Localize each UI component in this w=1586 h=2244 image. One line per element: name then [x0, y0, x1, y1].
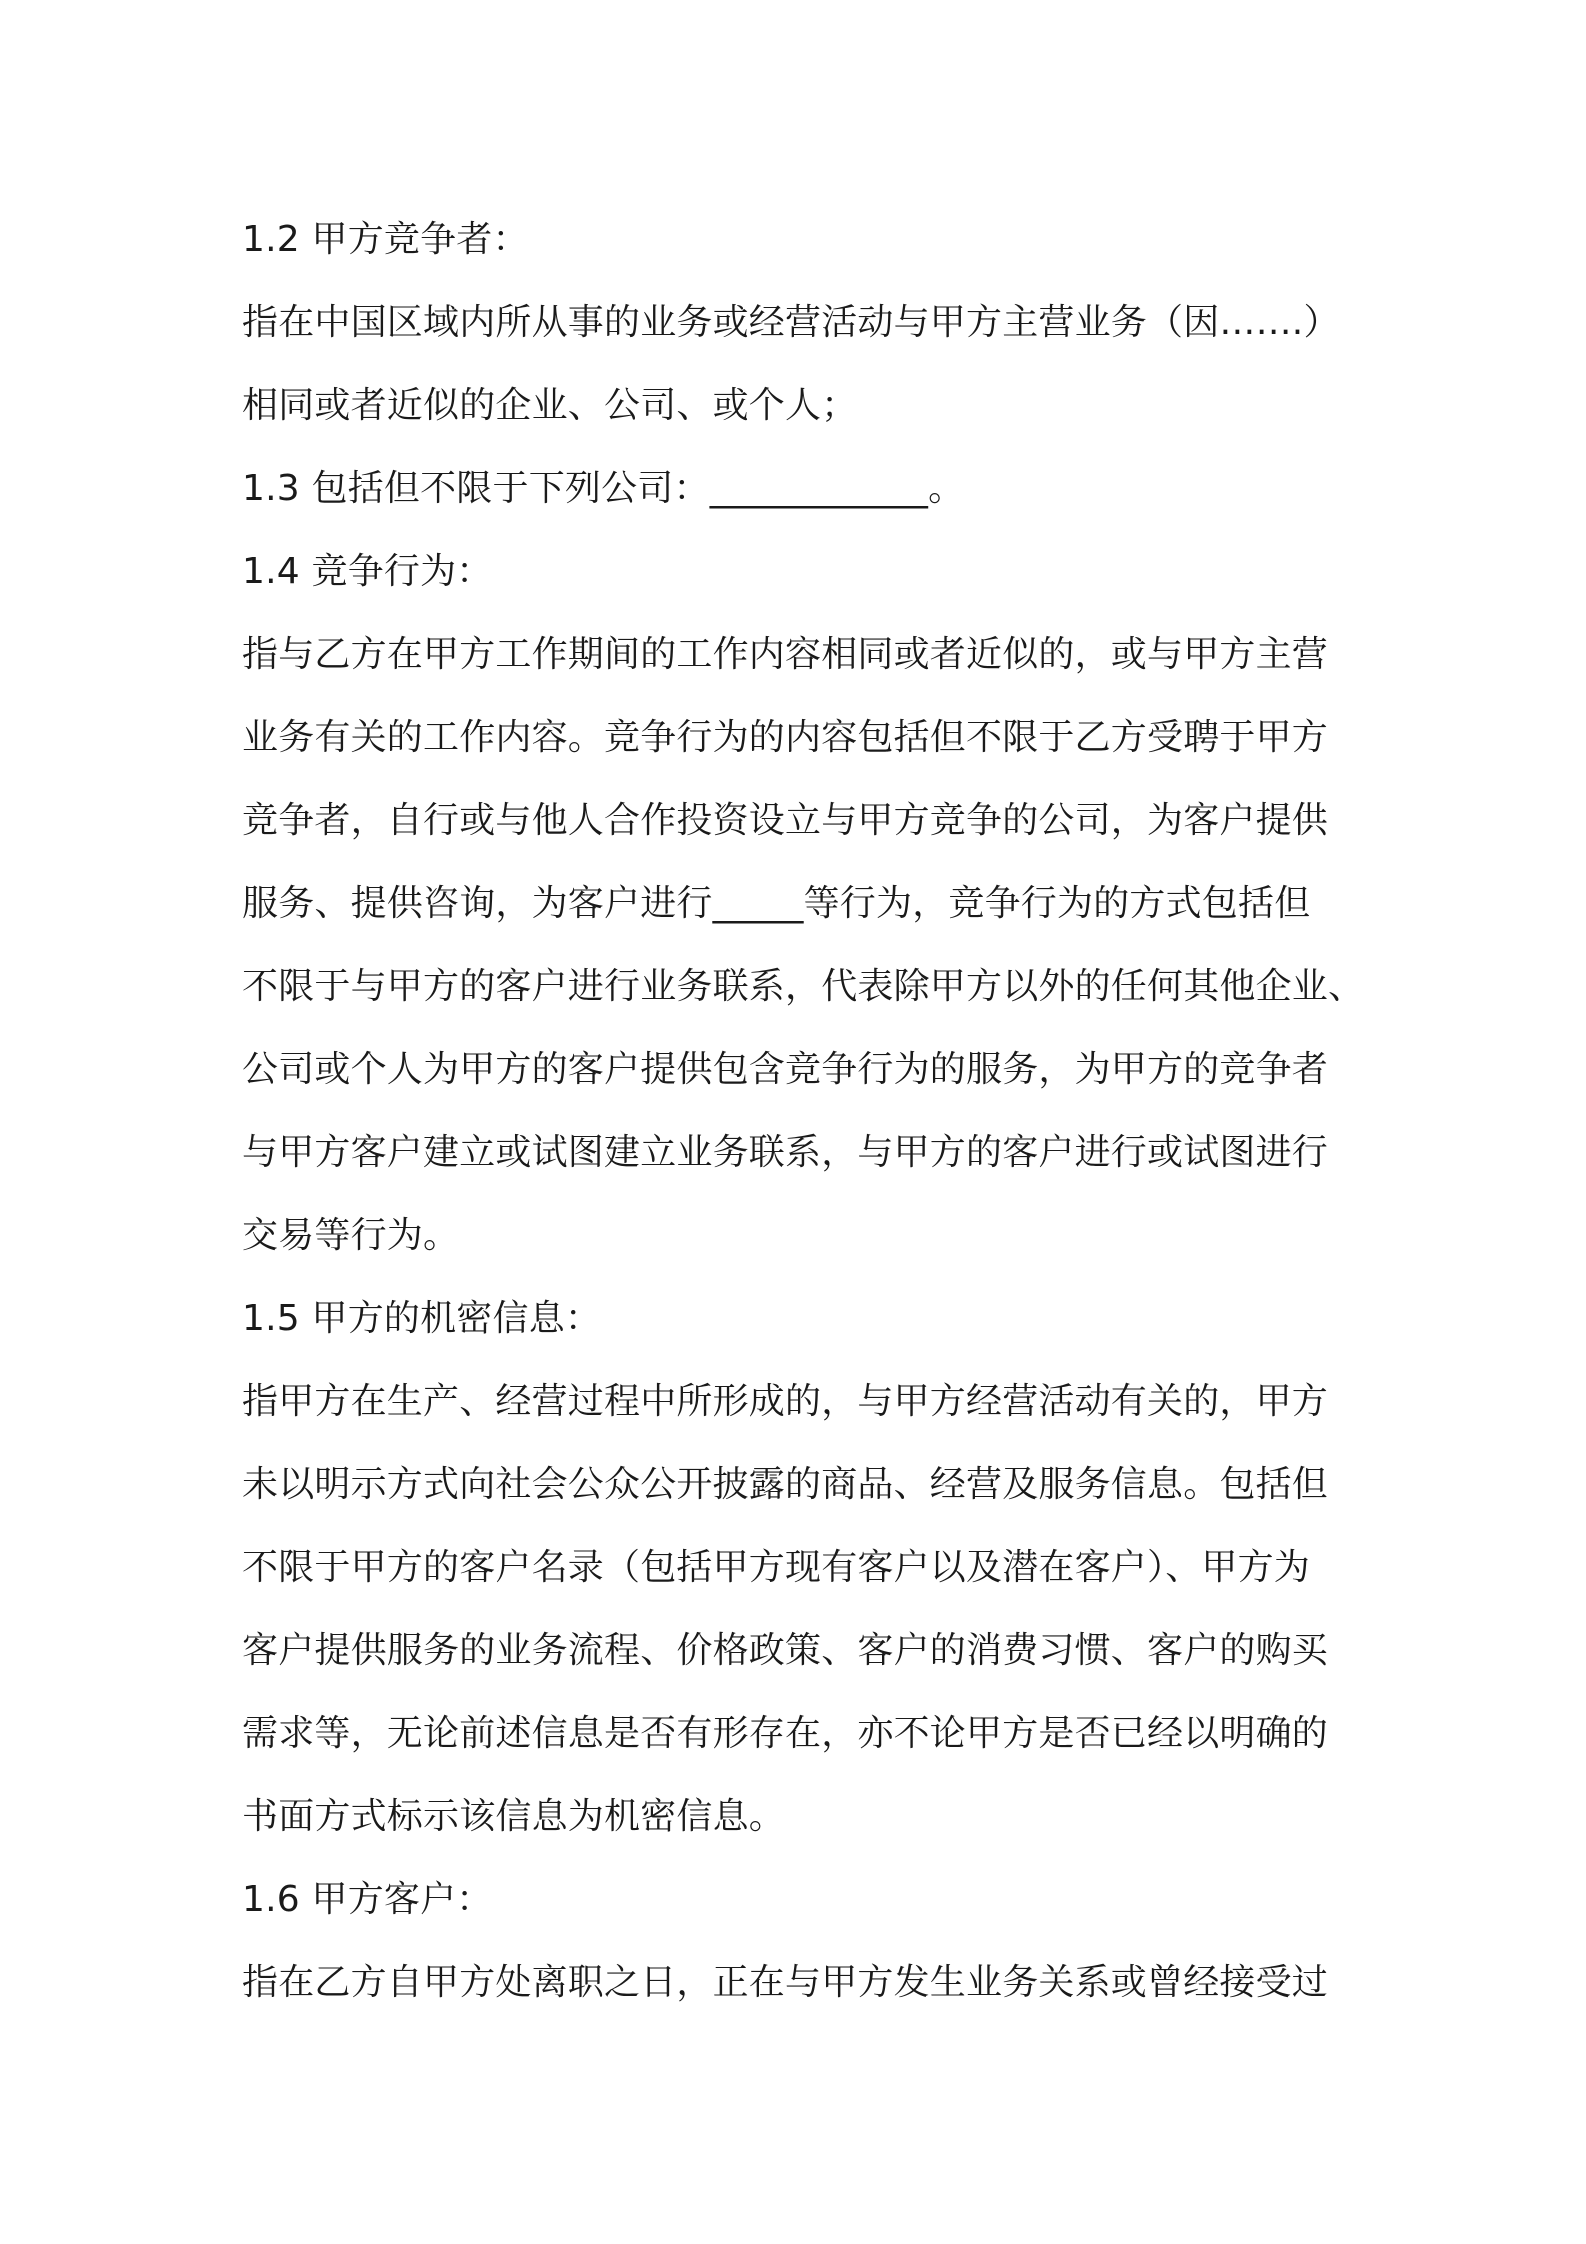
paragraph-line: 服务、提供咨询，为客户进行_____等行为，竞争行为的方式包括但 [242, 883, 1311, 924]
paragraph-line: 公司或个人为甲方的客户提供包含竞争行为的服务，为甲方的竞争者 [242, 1049, 1329, 1090]
paragraph-line: 需求等，无论前述信息是否有形存在，亦不论甲方是否已经以明确的 [242, 1713, 1329, 1754]
paragraph-line: 指与乙方在甲方工作期间的工作内容相同或者近似的，或与甲方主营 [242, 634, 1329, 675]
paragraph-line: 书面方式标示该信息为机密信息。 [242, 1796, 786, 1837]
paragraph-line: 业务有关的工作内容。竞争行为的内容包括但不限于乙方受聘于甲方 [242, 717, 1329, 758]
paragraph-line: 竞争者，自行或与他人合作投资设立与甲方竞争的公司，为客户提供 [242, 800, 1329, 841]
section-heading-1-3: 1.3 包括但不限于下列公司：____________。 [242, 468, 965, 509]
paragraph-line: 指在乙方自甲方处离职之日，正在与甲方发生业务关系或曾经接受过 [242, 1962, 1329, 2003]
paragraph-line: 不限于与甲方的客户进行业务联系，代表除甲方以外的任何其他企业、 [242, 966, 1365, 1007]
section-heading-1-6: 1.6 甲方客户： [242, 1879, 493, 1920]
section-heading-1-5: 1.5 甲方的机密信息： [242, 1298, 602, 1339]
paragraph-line: 指甲方在生产、经营过程中所形成的，与甲方经营活动有关的，甲方 [242, 1381, 1329, 1422]
paragraph-line: 指在中国区域内所从事的业务或经营活动与甲方主营业务（因…….） [242, 302, 1340, 343]
paragraph-line: 与甲方客户建立或试图建立业务联系，与甲方的客户进行或试图进行 [242, 1132, 1329, 1173]
paragraph-line: 不限于甲方的客户名录（包括甲方现有客户以及潜在客户）、甲方为 [242, 1547, 1311, 1588]
section-heading-1-2: 1.2 甲方竞争者： [242, 219, 529, 260]
paragraph-line: 客户提供服务的业务流程、价格政策、客户的消费习惯、客户的购买 [242, 1630, 1329, 1671]
paragraph-line: 相同或者近似的企业、公司、或个人； [242, 385, 858, 426]
paragraph-line: 交易等行为。 [242, 1215, 460, 1256]
section-heading-1-4: 1.4 竞争行为： [242, 551, 493, 592]
document-body [242, 198, 1365, 2024]
paragraph-line: 未以明示方式向社会公众公开披露的商品、经营及服务信息。包括但 [242, 1464, 1329, 1505]
